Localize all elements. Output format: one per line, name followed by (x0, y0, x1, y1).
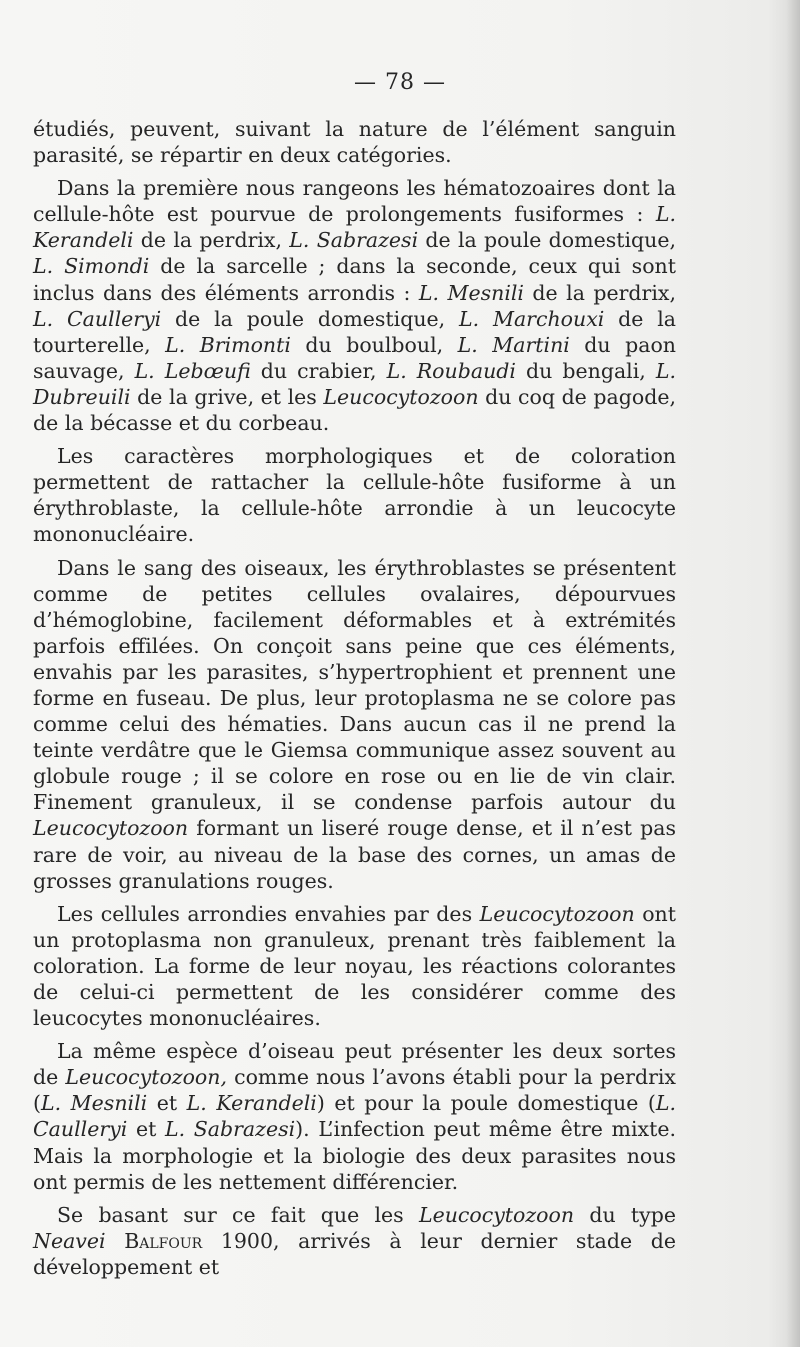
italic-term: Leucocytozoon (323, 384, 479, 409)
text-run: de la grive, et les (130, 384, 324, 409)
text-run: comme nous l’avons établi pour la perdrix ( (33, 1065, 676, 1116)
text-run: 1900, arrivés à leur dernier stade de développement et (33, 1228, 676, 1279)
italic-term: Neavei (33, 1228, 106, 1253)
text-run: Les caractères morphologiques et de coloration permettent de rattacher la cellule-hôte fusiforme à un érythroblaste, la cellule-hôte arrondie à un leucocyte mononucléaire. (33, 444, 676, 547)
italic-term: L. Kerandeli (33, 202, 676, 253)
paragraph (33, 1038, 676, 1195)
text-run: du crabier, (250, 358, 387, 383)
italic-term: L. Brimonti (165, 332, 291, 357)
author-name: Balfour (124, 1228, 203, 1253)
italic-term: L. Marchouxi (459, 306, 605, 331)
italic-term: Leucocytozoon, (65, 1065, 227, 1090)
italic-term: L. Kerandeli (186, 1091, 317, 1116)
italic-term: L. Roubaudi (386, 358, 516, 383)
text-run: ) et pour la poule domestique ( (316, 1091, 656, 1116)
paragraph (33, 175, 676, 436)
text-run: Dans le sang des oiseaux, les érythroblastes se présentent comme de petites cellules ovalaires, dépourvues d’hémoglobine, facilement déformables et à extrémités parfois effilées. On conçoit sans peine que ces éléments, envahis par les parasites, s’hypertrophient et prennent une forme en fuseau. De plus, leur protoplasma ne se colore pas comme celui des hématies. Dans aucun cas il ne prend la teinte verdâtre que le Giemsa communique assez souvent au globule rouge ; il se colore en rose ou en lie de vin clair. Finement granuleux, il se condense parfois autour du (33, 555, 676, 815)
italic-term: L. Mesnili (41, 1091, 148, 1116)
text-run: de la perdrix, (523, 280, 676, 305)
body-text (33, 116, 676, 1280)
text-run: de la sarcelle ; dans la seconde, ceux qui sont inclus dans des éléments arrondis : (33, 254, 676, 305)
text-run: ). L’infection peut même être mixte. Mais la morphologie et la biologie des deux parasites nous ont permis de les nettement différencier. (33, 1117, 676, 1194)
text-run: Se basant sur ce fait que les (57, 1202, 419, 1227)
text-run: du paon sauvage, (33, 332, 676, 383)
text-run: Dans la première nous rangeons les hématozoaires dont la cellule-hôte est pourvue de prolongements fusiformes : (33, 176, 676, 227)
text-run: et (147, 1091, 187, 1116)
italic-term: L. Dubreuili (33, 358, 676, 409)
text-run: de la perdrix, (133, 228, 290, 253)
text-run: étudiés, peuvent, suivant la nature de l’élément sanguin parasité, se répartir en deux catégories. (33, 117, 676, 168)
italic-term: L. Martini (457, 332, 570, 357)
text-run: La même espèce d’oiseau peut présenter les deux sortes de (33, 1039, 676, 1090)
italic-term: L. Caulleryi (33, 1091, 677, 1142)
text-run: ont un protoplasma non granuleux, prenant très faiblement la coloration. La forme de leur noyau, les réactions colorantes de celui-ci permettent de les considérer comme des leucocytes mononucléaires. (33, 901, 676, 1031)
paragraph (33, 116, 676, 168)
italic-term: L. Lebœufi (134, 358, 251, 383)
text-run (106, 1229, 125, 1253)
italic-term: Leucocytozoon (33, 816, 189, 841)
text-run: du boulboul, (290, 332, 458, 357)
page-edge-shadow (786, 0, 800, 1347)
italic-term: L. Caulleryi (33, 306, 162, 331)
text-run: du coq de pagode, de la bécasse et du corbeau. (33, 384, 676, 436)
paragraph (33, 901, 676, 1031)
text-run: de la tourterelle, (33, 306, 676, 357)
text-run: et (127, 1117, 165, 1142)
italic-term: L. Sabrazesi (289, 228, 419, 253)
italic-term: L. Simondi (33, 254, 150, 279)
text-run: Les cellules arrondies envahies par des (57, 901, 480, 926)
text-run: de la poule domestique, (418, 228, 676, 253)
text-run: du bengali, (515, 358, 656, 383)
paragraph (33, 555, 676, 894)
italic-term: Leucocytozoon (479, 901, 635, 926)
italic-term: Leucocytozoon (418, 1202, 575, 1227)
italic-term: L. Mesnili (418, 280, 524, 305)
paragraph (33, 1202, 676, 1280)
text-run: formant un liseré rouge dense, et il n’est pas rare de voir, au niveau de la base des cornes, un amas de grosses granulations rouges. (33, 816, 676, 893)
italic-term: L. Sabrazesi (164, 1117, 296, 1142)
paragraph (33, 443, 676, 547)
text-run: du type (574, 1202, 676, 1227)
text-run: de la poule domestique, (161, 306, 460, 331)
page-number: — 78 — (354, 70, 446, 95)
